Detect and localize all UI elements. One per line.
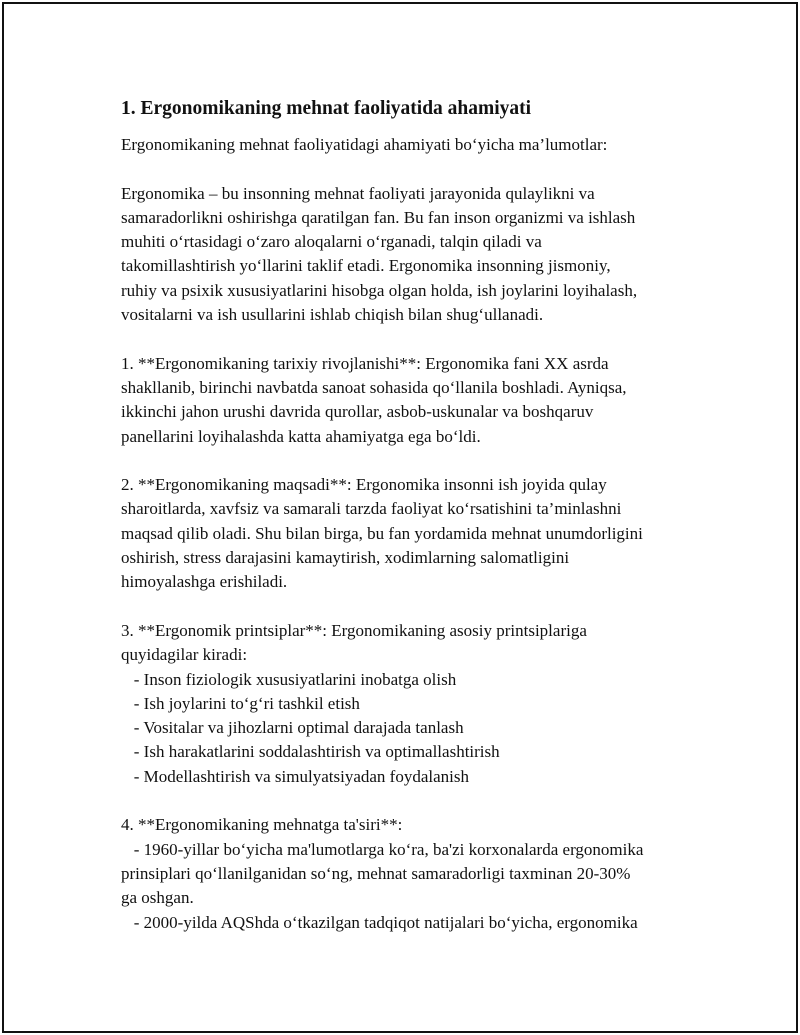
list-item: - 1960-yillar bo‘yicha ma'lumotlarga ko‘ra, ba'zi korxonalarda ergonomika bbox=[121, 839, 644, 859]
text-line: himoyalashga erishiladi. bbox=[121, 572, 288, 592]
list-item: - 2000-yilda AQShda o‘tkazilgan tadqiqot natijalari bo‘yicha, ergonomika bbox=[121, 912, 638, 932]
section-principles bbox=[121, 619, 721, 789]
list-item: - Modellashtirish va simulyatsiyadan foydalanish bbox=[121, 766, 469, 786]
text-line: quyidagilar kiradi: bbox=[121, 645, 248, 665]
list-item: - Ish joylarini to‘g‘ri tashkil etish bbox=[121, 693, 360, 713]
list-item: - Inson fiziologik xususiyatlarini inobatga olish bbox=[121, 669, 457, 689]
document-title: 1. Ergonomikaning mehnat faoliyatida ahamiyati bbox=[121, 98, 532, 119]
intro-paragraph bbox=[121, 133, 721, 157]
page-frame bbox=[2, 2, 798, 1033]
paragraph-gap bbox=[121, 327, 721, 351]
text-line: samaradorlikni oshirishga qaratilgan fan. Bu fan inson organizmi va ishlash bbox=[121, 207, 636, 227]
list-item: - Vositalar va jihozlarni optimal darajada tanlash bbox=[121, 718, 464, 738]
text-line: 3. **Ergonomik printsiplar**: Ergonomikaning asosiy printsiplariga bbox=[121, 620, 587, 640]
paragraph-gap bbox=[121, 595, 721, 619]
paragraph-gap bbox=[121, 789, 721, 813]
text-line: vositalarni va ish usullarini ishlab chiqish bilan shug‘ullanadi. bbox=[121, 305, 544, 325]
document-body bbox=[121, 96, 721, 935]
text-line: takomillashtirish yo‘llarini taklif etadi. Ergonomika insonning jismoniy, bbox=[121, 256, 611, 276]
text-line: 2. **Ergonomikaning maqsadi**: Ergonomika insonni ish joyida qulay bbox=[121, 475, 607, 495]
text-line: shakllanib, birinchi navbatda sanoat sohasida qo‘llanila boshladi. Ayniqsa, bbox=[121, 377, 627, 397]
text-line: prinsiplari qo‘llanilganidan so‘ng, mehnat samaradorligi taxminan 20-30% bbox=[121, 863, 631, 883]
paragraph-gap bbox=[121, 449, 721, 473]
section-goal bbox=[121, 473, 721, 594]
text-line: ga oshgan. bbox=[121, 888, 194, 908]
section-impact bbox=[121, 813, 721, 934]
text-line: 4. **Ergonomikaning mehnatga ta'siri**: bbox=[121, 815, 403, 835]
paragraph-gap bbox=[121, 157, 721, 181]
definition-paragraph bbox=[121, 182, 721, 328]
text-line: ruhiy va psixik xususiyatlarini hisobga olgan holda, ish joylarini loyihalash, bbox=[121, 280, 638, 300]
text-line: oshirish, stress darajasini kamaytirish, xodimlarning salomatligini bbox=[121, 548, 570, 568]
text-line: Ergonomikaning mehnat faoliyatidagi ahamiyati bo‘yicha ma’lumotlar: bbox=[121, 135, 608, 154]
text-line: sharoitlarda, xavfsiz va samarali tarzda faoliyat ko‘rsatishini ta’minlashni bbox=[121, 499, 622, 519]
text-line: 1. **Ergonomikaning tarixiy rivojlanishi**: Ergonomika fani XX asrda bbox=[121, 353, 609, 373]
text-line: muhiti o‘rtasidagi o‘zaro aloqalarni o‘rganadi, talqin qiladi va bbox=[121, 232, 542, 252]
text-line: Ergonomika – bu insonning mehnat faoliyati jarayonida qulaylikni va bbox=[121, 183, 595, 203]
text-line: ikkinchi jahon urushi davrida qurollar, asbob-uskunalar va boshqaruv bbox=[121, 402, 594, 422]
list-item: - Ish harakatlarini soddalashtirish va optimallashtirish bbox=[121, 742, 500, 762]
text-line: panellarini loyihalashda katta ahamiyatga ega bo‘ldi. bbox=[121, 426, 481, 446]
text-line: maqsad qilib oladi. Shu bilan birga, bu fan yordamida mehnat unumdorligini bbox=[121, 523, 643, 543]
section-history bbox=[121, 352, 721, 449]
